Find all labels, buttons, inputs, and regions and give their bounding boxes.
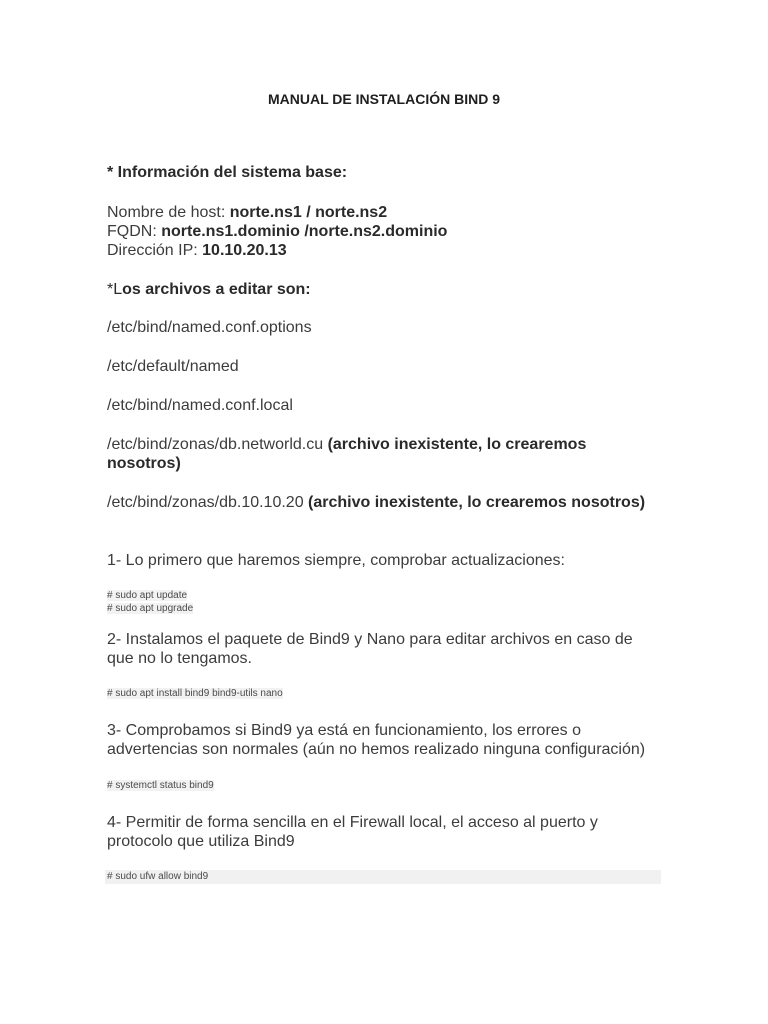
step-1-command: # sudo apt update: [107, 590, 188, 601]
step-4-text: 4- Permitir de forma sencilla en el Firewall local, el acceso al puerto y protocolo que utiliza Bind9: [107, 814, 598, 850]
system-info-heading: * Información del sistema base:: [107, 164, 348, 181]
file-path: /etc/bind/named.conf.local: [107, 397, 293, 414]
files-heading-star: *L: [107, 281, 123, 298]
step-3-command: # systemctl status bind9: [107, 780, 214, 791]
fqdn-label: FQDN:: [107, 223, 162, 240]
file-path: /etc/bind/named.conf.options: [107, 319, 312, 336]
files-heading: [107, 280, 667, 299]
host-label: Nombre de host:: [107, 204, 230, 221]
ip-value: 10.10.20.13: [202, 242, 287, 259]
step-2-text: 2- Instalamos el paquete de Bind9 y Nano para editar archivos en caso de que no lo tengamos.: [107, 631, 633, 667]
zone-file-1: [107, 435, 627, 473]
files-heading-text: os archivos a editar son:: [122, 281, 311, 298]
zone-file-1-note: (archivo inexistente, lo crearemos nosotros): [107, 436, 587, 472]
step-1-text: 1- Lo primero que haremos siempre, comprobar actualizaciones:: [107, 552, 565, 569]
step-3-text: 3- Comprobamos si Bind9 ya está en funcionamiento, los errores o advertencias son normales (aún no hemos realizado ninguna configuración): [107, 722, 646, 758]
ip-label: Dirección IP:: [107, 242, 203, 259]
fqdn-value: norte.ns1.dominio /norte.ns2.dominio: [161, 223, 448, 240]
step-4-command: # sudo ufw allow bind9: [105, 870, 661, 884]
host-value: norte.ns1 / norte.ns2: [229, 204, 388, 221]
zone-file-1-path: /etc/bind/zonas/db.networld.cu: [107, 436, 328, 453]
zone-file-2-path: /etc/bind/zonas/db.10.10.20: [107, 494, 309, 511]
fqdn-line: [107, 222, 667, 241]
step-1-command: # sudo apt upgrade: [107, 603, 194, 614]
zone-file-2-note: (archivo inexistente, lo crearemos nosotros): [308, 494, 646, 511]
host-line: [107, 203, 667, 222]
step-2-command: # sudo apt install bind9 bind9-utils nano: [107, 688, 283, 699]
zone-file-2: [107, 493, 707, 512]
document-title: MANUAL DE INSTALACIÓN BIND 9: [267, 91, 501, 107]
ip-line: [107, 241, 667, 260]
file-path: /etc/default/named: [107, 358, 239, 375]
